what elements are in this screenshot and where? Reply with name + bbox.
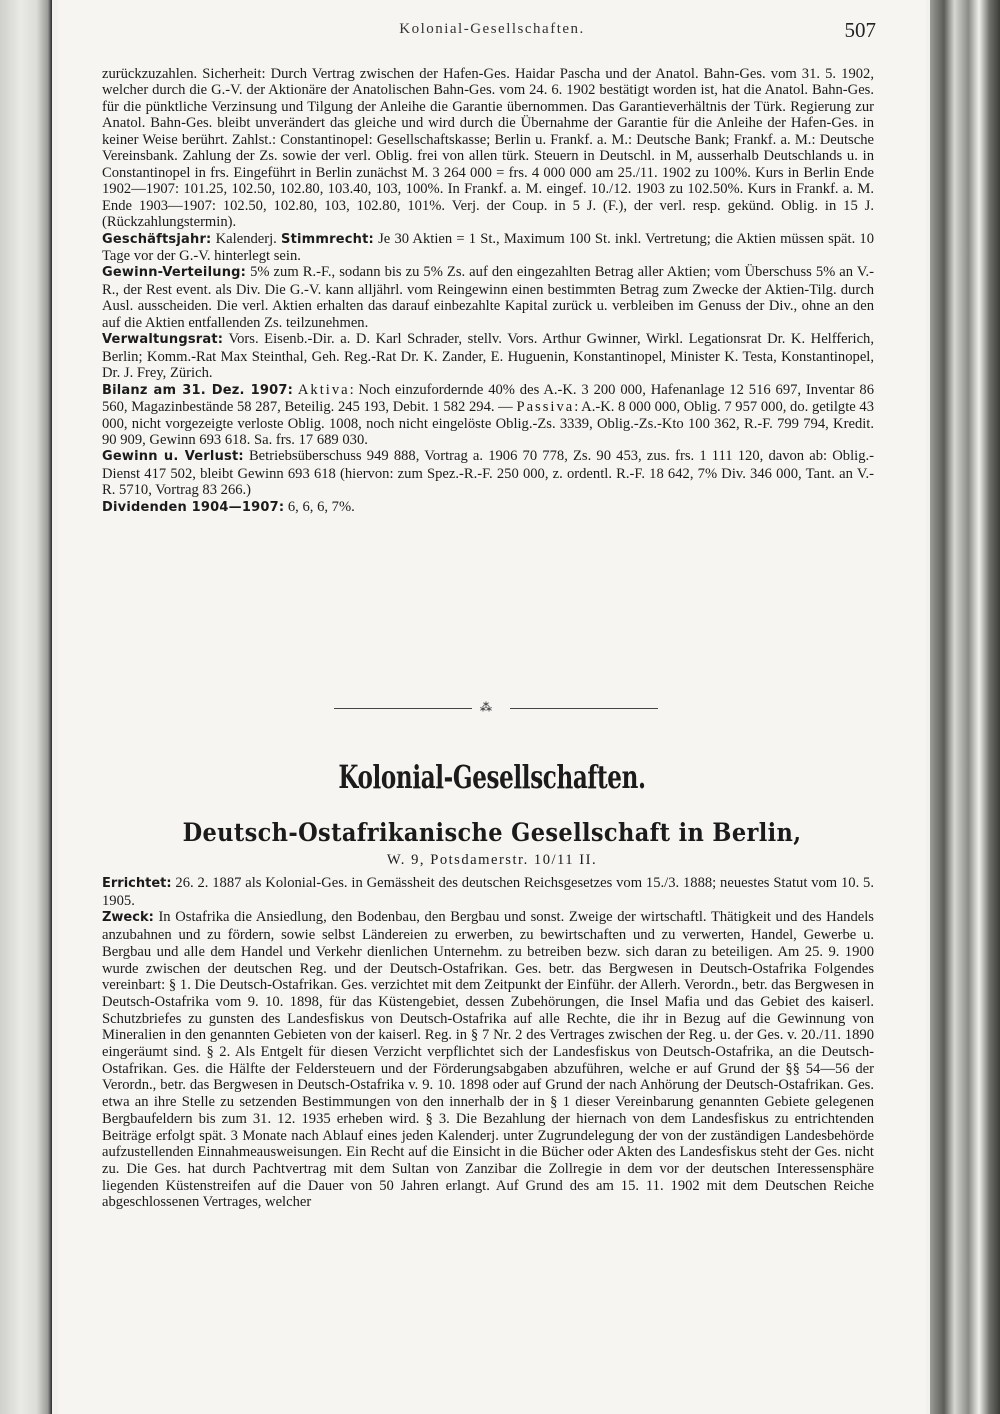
balance-label: Bilanz am 31. Dez. 1907:	[102, 382, 294, 398]
balance-paragraph	[102, 382, 874, 449]
dividends-paragraph	[102, 499, 874, 516]
page-number: 507	[844, 18, 876, 42]
founded-paragraph	[102, 875, 874, 909]
document-page	[58, 0, 926, 1414]
continued-entry-text	[102, 66, 874, 516]
purpose-label: Zweck:	[102, 910, 154, 926]
founded-text: 26. 2. 1887 als Kolonial-Ges. in Gemässheit des deutschen Reichsgesetzes vom 15./3. 1888; neuestes Statut vom 10. 5. 1905.	[102, 875, 874, 909]
company-address: W. 9, Potsdamerstr. 10/11 II.	[386, 852, 598, 868]
founded-label: Errichtet:	[102, 876, 172, 891]
purpose-text: In Ostafrika die Ansiedlung, den Bodenbau, den Bergbau und sonst. Zweige der wirtschaftl. Thätigkeit und des Handels anzubahnen und zu fördern, sowie selbst Ländereien zu erwerben, zu bewirtschaften und zu verwerten, Handel, Gewerbe u. Bergbau und alle dem Handel und Verkehr dienlichen Unternehm. zu betreiben bezw. sich daran zu beteiligen. Am 25. 9. 1900 wurde zwischen der deutschen Reg. und der Deutsch-Ostafrikan. Ges. betr. das Bergwesen in Deutsch-Ostafrika Folgendes vereinbart: § 1. Die Deutsch-Ostafrikan. Ges. verzichtet mit dem Zeitpunkt der Einführ. der Allerh. Verordn., betr. das Bergwesen in Deutsch-Ostafrika vom 9. 10. 1898, für das Küstengebiet, dessen Zubehörungen, die Insel Mafia und das Gebiet des kaiserl. Schutzbriefes zu gunsten des Landesfiskus von Deutsch-Ostafrika auf alle Rechte, die ihr in Bezug auf die Gewinnung von Mineralien in den genannten Gebieten von der kaiserl. Reg. in § 7 Nr. 2 des Vertrages zwischen der Reg. u. der Ges. v. 20./11. 1890 eingeräumt sind. § 2. Als Entgelt für diesen Verzicht verpflichtet sich der Landesfiskus von Deutsch-Ostafrika, an die Deutsch-Ostafrikan. Ges. die Hälfte der Feldersteuern und der Förderungsabgaben abzuführen, welche er auf Grund der §§ 54—56 der Verordn., betr. das Bergwesen in Deutsch-Ostafrika v. 9. 10. 1898 oder auf Grund der nach Anhörung der Deutsch-Ostafrikan. Ges. etwa an ihre Stelle zu setzenden Bestimmungen von den innerhalb der in § 1 dieser Vereinbarung genannten Gebiete gelegenen Bergbaufeldern bis zum 31. 12. 1935 erheben wird. § 3. Die Bezahlung der hiernach von dem Landesfiskus zu entrichtenden Beiträge erfolgt spät. 3 Monate nach Ablauf eines jeden Kalenderj. unter Zugrundelegung der von der zuständigen Landesbehörde aufzustellenden Einnahmeausweisungen. Ein Recht auf die Einsicht in die Bücher oder Akten des Landesfiskus steht der Ges. nicht zu. Die Ges. hat durch Pachtvertrag mit dem Sultan von Zanzibar die Zollregie in dem vor der deutschen Interessensphäre liegenden Küstenstreifen auf die Dauer von 50 Jahren erlangt. Auf Grund des am 15. 11. 1902 mit dem Deutschen Reiche abgeschlossenen Vertrages, welcher	[102, 909, 874, 1211]
balance-text-assets: : Noch einzufordernde 40% des A.-K. 3 200 000, Hafenanlage 12 516 697, Inventar 86 560, Magazinbestände 58 287, Beteilig. 245 193, Debit. 1 582 294. —	[102, 381, 874, 416]
divider-line-right	[510, 708, 658, 709]
page-header	[58, 18, 926, 46]
board-label: Verwaltungsrat:	[102, 332, 224, 348]
balance-text-liabilities: : A.-K. 8 000 000, Oblig. 7 957 000, do. getilgte 43 000, nicht vorgezeigte verloste Oblig. 1008, noch nicht eingelöste Oblig.-Zs. 3339, Oblig.-Zs.-Kto 100 362, R.-F. 799 794, Kredit. 90 909, Gewinn 693 618. Sa. frs. 17 689 030.	[102, 399, 874, 448]
purpose-paragraph	[102, 909, 874, 1211]
profit-loss-label: Gewinn u. Verlust:	[102, 449, 244, 465]
board-text: Vors. Eisenb.-Dir. a. D. Karl Schrader, stellv. Vors. Arthur Gwinner, Wirkl. Legationsrat Dr. K. Helfferich, Berlin; Komm.-Rat Max Steinthal, Geh. Reg.-Rat Dr. K. Zander, E. Huguenin, Konstantinopel, Minister K. Testa, Konstantinopel, Dr. J. Frey, Zürich.	[102, 331, 874, 382]
divider-ornament: ⁂	[480, 700, 492, 714]
profit-loss-paragraph	[102, 448, 874, 498]
section-title: Kolonial-Gesellschaften.	[338, 758, 646, 796]
profit-loss-text: Betriebsüberschuss 949 888, Vortrag a. 1906 70 778, Zs. 90 453, zus. frs. 1 111 120, davon ab: Oblig.-Dienst 417 502, bleibt Gewinn 693 618 (hiervon: zum Spez.-R.-F. 250 000, z. ordentl. R.-F. 18 642, 7% Div. 346 000, Tant. an V.-R. 5710, Vortrag 83 266.)	[102, 448, 874, 499]
profit-distribution-text: 5% zum R.-F., sodann bis zu 5% Zs. auf den eingezahlten Betrag aller Aktien; vom Überschuss 5% an V.-R., der Rest event. als Div. Die G.-V. kann alljährl. vom Reingewinn einen bestimmten Betrag zum Zwecke der Aktien-Tilg. durch Ausl. ausscheiden. Die verl. Aktien erhalten das darauf einbezahlte Kapital zurück u. verbleiben im Genuss der Div., ohne an den auf die Aktien entfallenden Zs. teilzunehmen.	[102, 264, 874, 331]
business-year-paragraph	[102, 231, 874, 265]
voting-right-text: Je 30 Aktien = 1 St., Maximum 100 St. inkl. Vertretung; die Aktien müssen spät. 10 Tage vor der G.-V. hinterlegt sein.	[102, 230, 875, 264]
company-entry-text	[102, 875, 874, 1211]
dividends-label: Dividenden 1904—1907:	[102, 499, 285, 515]
business-year-text: Kalenderj.	[211, 230, 282, 247]
security-paragraph: zurückzuzahlen. Sicherheit: Durch Vertrag zwischen der Hafen-Ges. Haidar Pascha und der Anatol. Bahn-Ges. vom 31. 5. 1902, welcher durch die G.-V. der Aktionäre der Anatolischen Bahn-Ges. vom 24. 6. 1902 bestätigt worden ist, hat die Anatol. Bahn-Ges. für die pünktliche Verzinsung und Tilgung der Anleihe die Garantie übernommen. Das Garantieverhältnis der Türk. Regierung zur Anatol. Bahn-Ges. bleibt unverändert das gleiche und wird durch die Übernahme der Garantie für die Anleihe der Hafen-Ges. in keiner Weise berührt. Zahlst.: Constantinopel: Gesellschaftskasse; Berlin u. Frankf. a. M.: Deutsche Bank; Frankf. a. M.: Deutsche Vereinsbank. Zahlung der Zs. sowie der verl. Oblig. frei von allen türk. Steuern in Deutschl. in M, ausserhalb Deutschlands u. in Constantinopel in frs. Eingeführt in Berlin zunächst M. 3 264 000 = frs. 4 000 000 am 25./11. 1902 zu 100%. Kurs in Berlin Ende 1902—1907: 101.25, 102.50, 102.80, 103.40, 103, 100%. In Frankf. a. M. eingef. 10./12. 1903 zu 102.50%. Kurs in Frankf. a. M. Ende 1903—1907: 102.50, 102.80, 103, 102.80, 101%. Verj. der Coup. in 5 J. (F.), der verl. resp. gekünd. Oblig. in 15 J. (Rückzahlungstermin).	[102, 66, 874, 231]
balance-assets-word: Aktiva	[297, 381, 350, 398]
voting-right-label: Stimmrecht:	[281, 231, 374, 247]
right-page-edge	[930, 0, 1000, 1414]
business-year-label: Geschäftsjahr:	[102, 231, 212, 247]
divider-line-left	[334, 708, 472, 709]
profit-distribution-label: Gewinn-Verteilung:	[102, 265, 247, 281]
left-page-edge	[0, 0, 52, 1414]
company-name: Deutsch-Ostafrikanische Gesellschaft in Berlin,	[182, 818, 802, 847]
board-paragraph	[102, 331, 874, 381]
section-divider	[334, 702, 658, 714]
balance-liabilities-word: Passiva	[516, 399, 575, 416]
running-title: Kolonial-Gesellschaften.	[399, 21, 585, 37]
profit-distribution-paragraph	[102, 264, 874, 331]
dividends-text: 6, 6, 6, 7%.	[284, 498, 355, 515]
